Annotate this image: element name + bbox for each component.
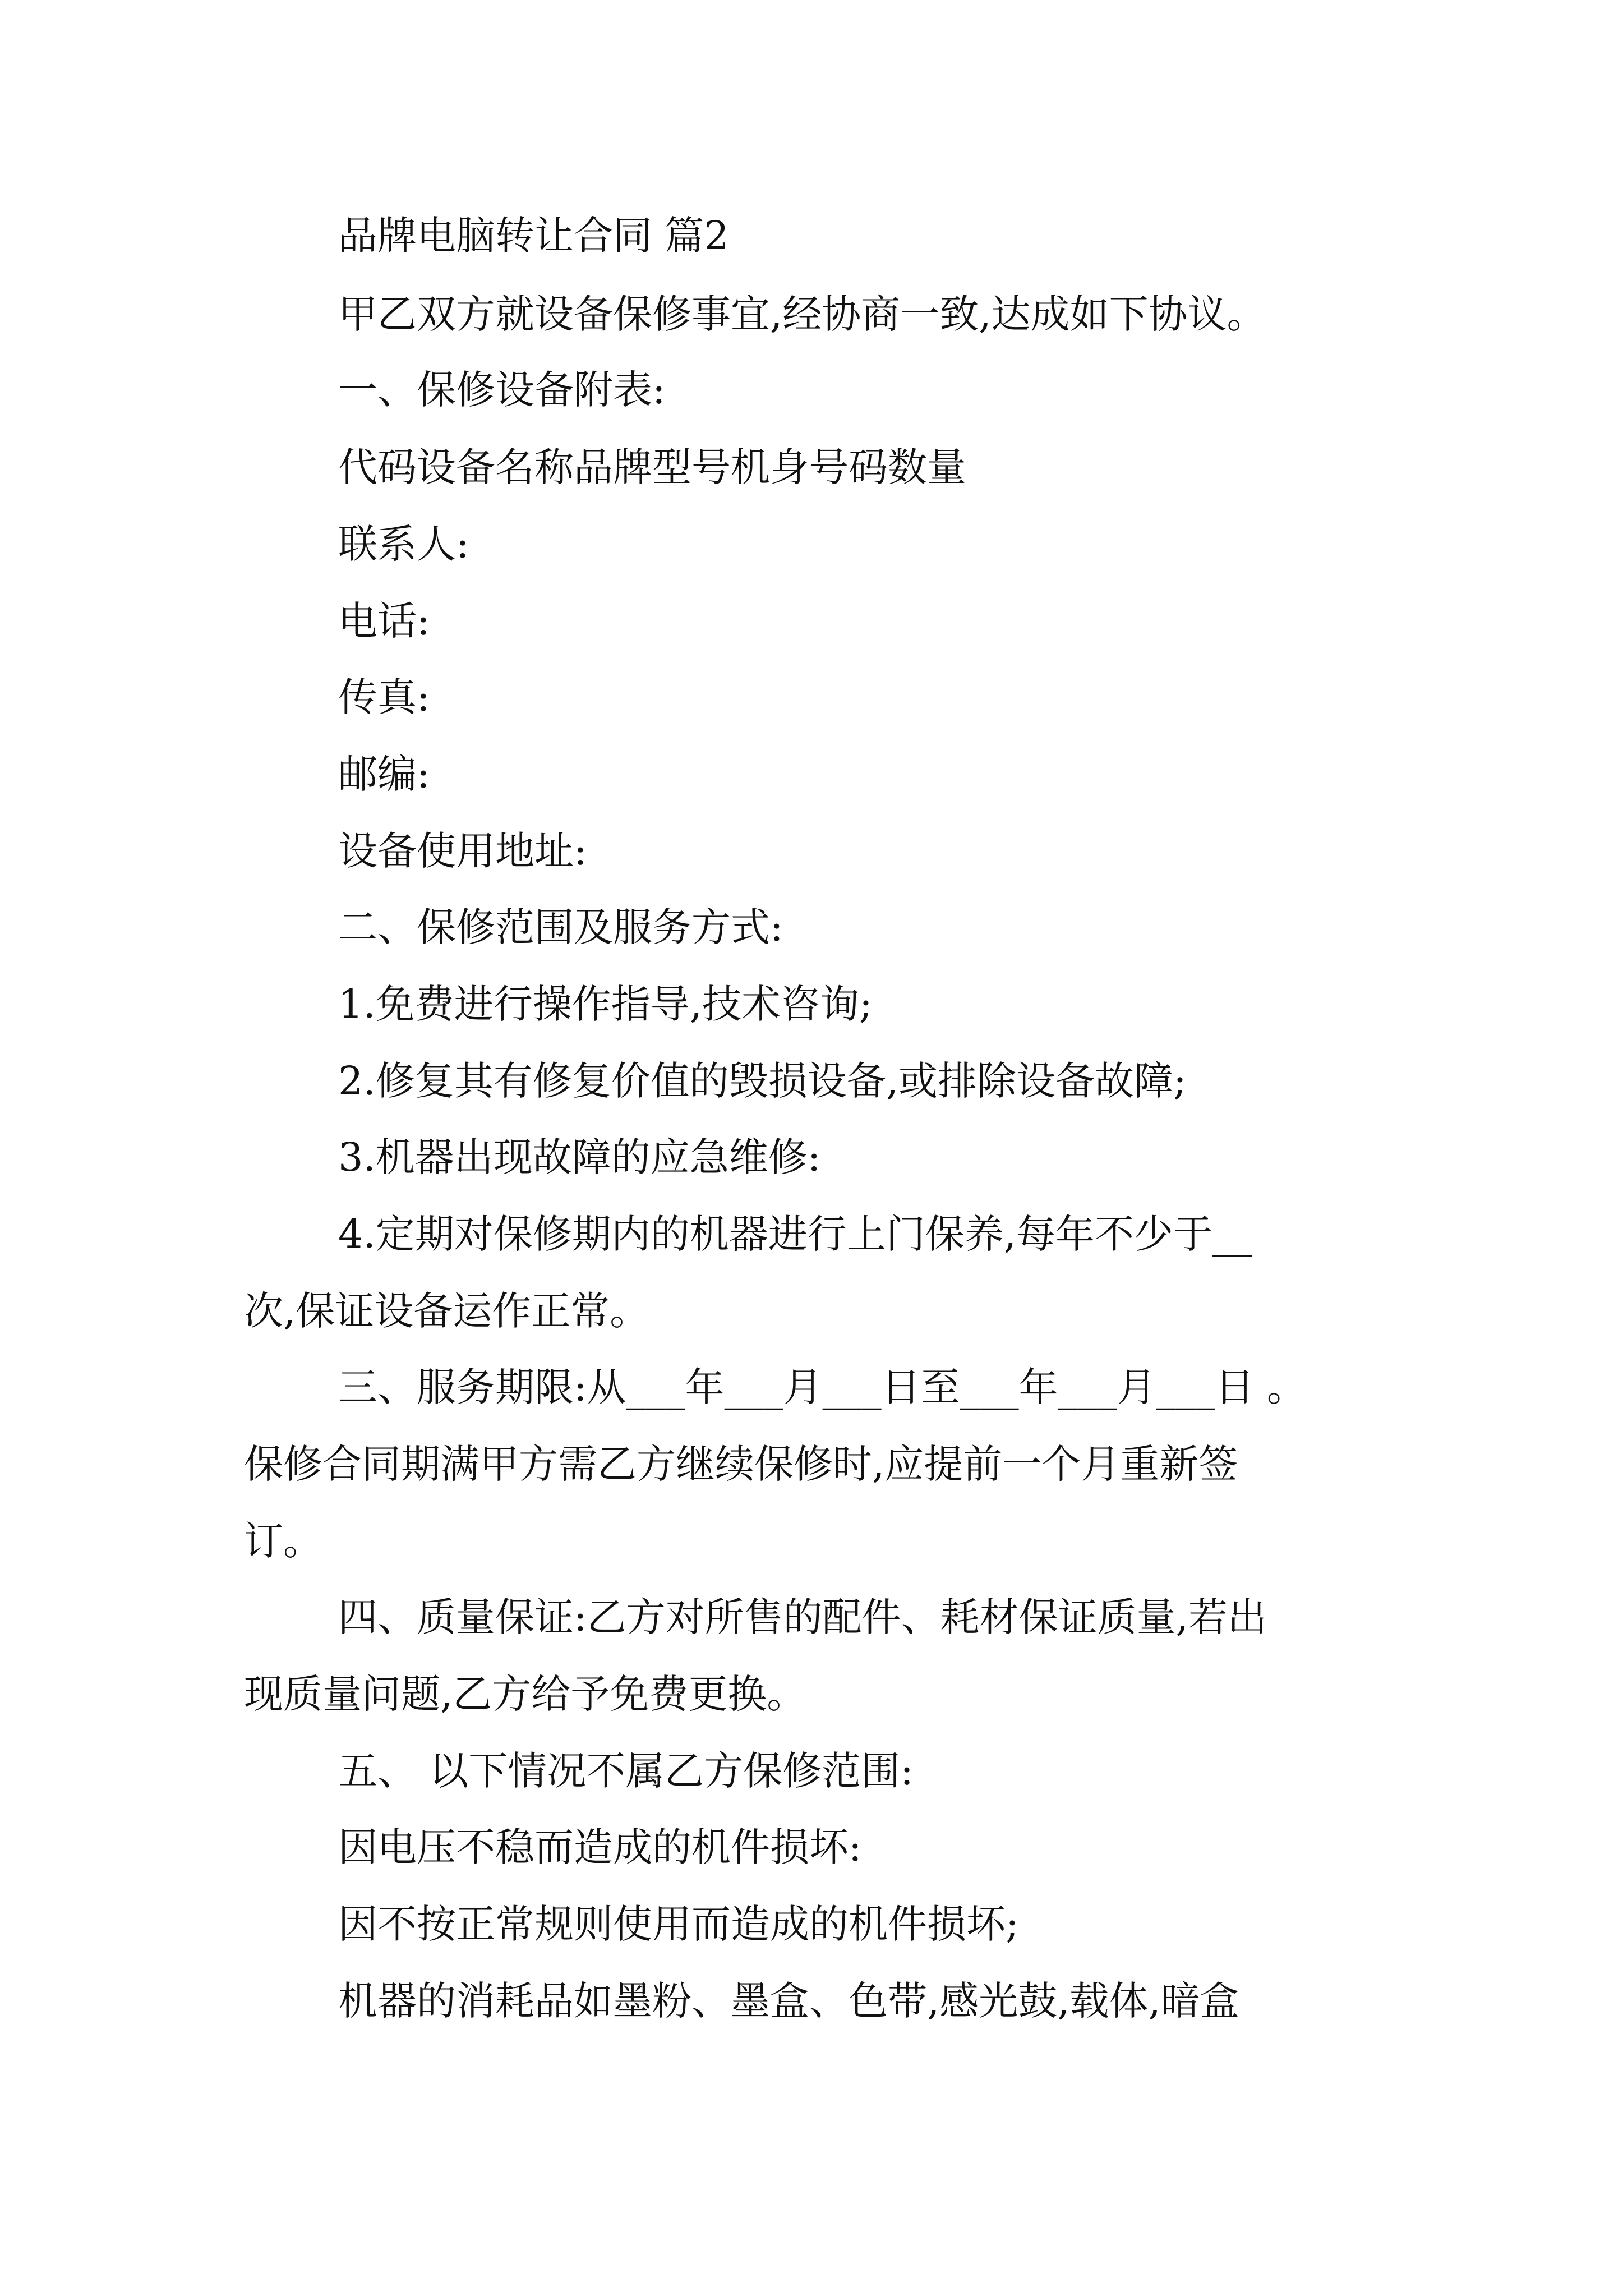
address-label: 设备使用地址: [338,828,587,874]
postcode-label: 邮编: [338,751,430,797]
list-item: 4.定期对保修期内的机器进行上门保养,每年不少于__ [338,1211,1252,1257]
contact-label: 联系人: [338,521,469,567]
paragraph-line: 四、质量保证:乙方对所售的配件、耗材保证质量,若出 [338,1594,1267,1640]
list-item: 1.免费进行操作指导,技术咨询; [338,981,873,1027]
phone-label: 电话: [338,598,430,644]
paragraph-line: 三、服务期限:从___年___月___日至___年___月___日 。 [338,1364,1306,1410]
heading-line: 一、保修设备附表: [338,367,666,413]
section-title: 品牌电脑转让合同 篇2 [338,213,729,259]
fax-label: 传真: [338,674,430,720]
exclusion-item: 因不按正常规则使用而造成的机件损坏; [338,1901,1019,1947]
exclusion-item: 机器的消耗品如墨粉、墨盒、色带,感光鼓,载体,暗盒 [338,1978,1239,2024]
list-item-continuation: 次,保证设备运作正常。 [244,1288,649,1334]
list-item: 2.修复其有修复价值的毁损设备,或排除设备故障; [338,1058,1187,1104]
paragraph-continuation: 现质量问题,乙方给予免费更换。 [244,1671,806,1717]
paragraph-line: 甲乙双方就设备保修事宜,经协商一致,达成如下协议。 [338,291,1266,337]
paragraph-continuation: 保修合同期满甲方需乙方继续保修时,应提前一个月重新签 [244,1441,1238,1487]
paragraph-continuation: 订。 [244,1518,322,1564]
paragraph-line: 代码设备名称品牌型号机身号码数量 [338,444,966,490]
heading-line: 五、 以下情况不属乙方保修范围: [338,1748,914,1794]
list-item: 3.机器出现故障的应急维修: [338,1134,821,1180]
exclusion-item: 因电压不稳而造成的机件损坏: [338,1824,862,1870]
heading-line: 二、保修范围及服务方式: [338,904,783,950]
